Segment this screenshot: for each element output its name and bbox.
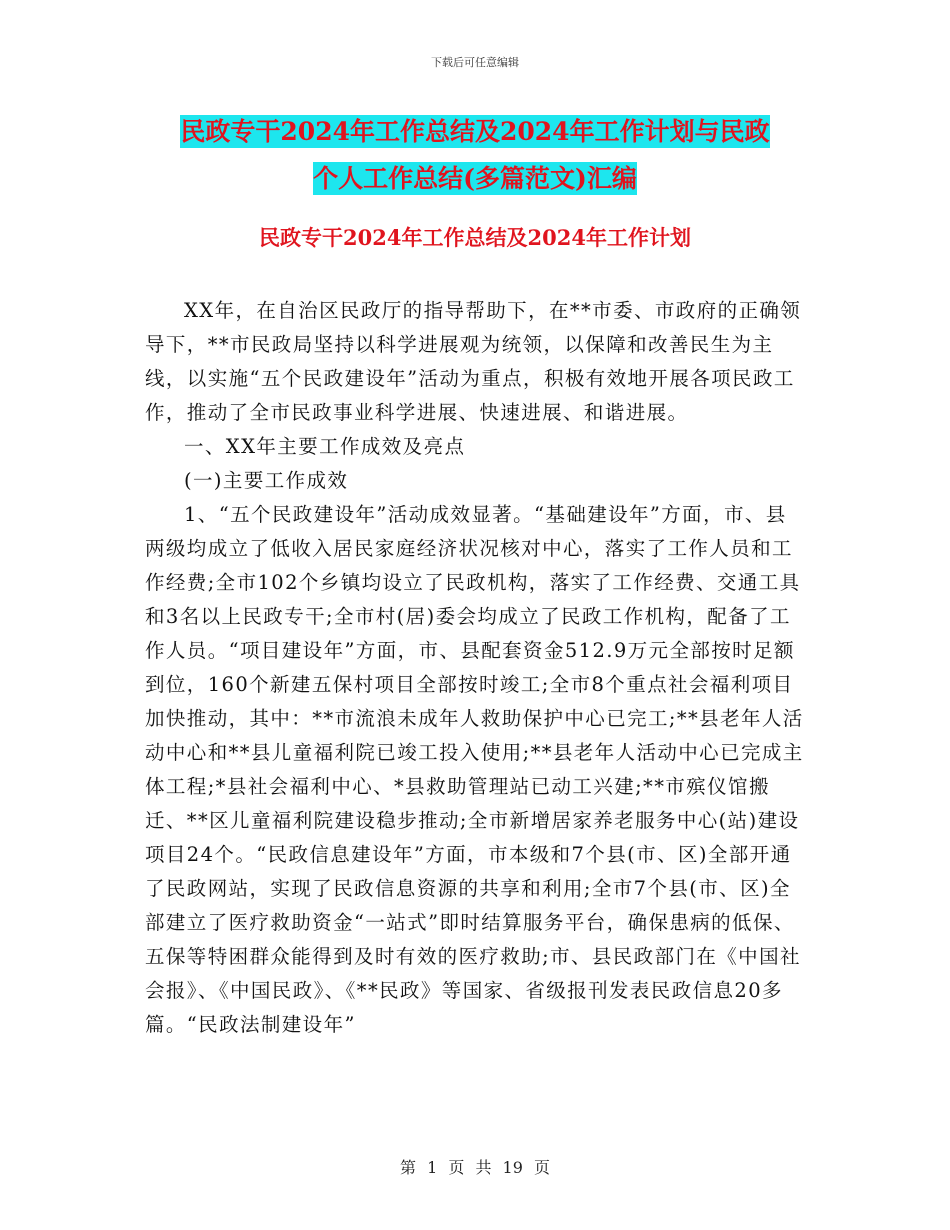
page-number: 第 1 页 共 19 页 (400, 1158, 550, 1177)
heading-subsection-1: (一)主要工作成效 (184, 469, 349, 492)
title-line-2: 个人工作总结(多篇范文)汇编 (313, 164, 637, 193)
heading-section-1: 一、XX年主要工作成效及亮点 (184, 435, 466, 458)
document-title (140, 108, 810, 202)
paragraph-item-1: 1、“五个民政建设年”活动成效显著。“基础建设年”方面，市、县两级均成立了低收入居民家庭经济状况核对中心，落实了工作人员和工作经费;全市102个乡镇均设立了民政机构，落实了工作经费、交通工具和3名以上民政专干;全市村(居)委会均成立了民政工作机构，配备了工作人员。“项目建设年”方面，市、县配套资金512.9万元全部按时足额到位，160个新建五保村项目全部按时竣工;全市8个重点社会福利项目加快推动，其中：**市流浪未成年人救助保护中心已完工;**县老年人活动中心和**县儿童福利院已竣工投入使用;**县老年人活动中心已完成主体工程;*县社会福利中心、*县救助管理站已动工兴建;**市殡仪馆搬迁、**区儿童福利院建设稳步推动;全市新增居家养老服务中心(站)建设项目24个。“民政信息建设年”方面，市本级和7个县(市、区)全部开通了民政网站，实现了民政信息资源的共享和利用;全市7个县(市、区)全部建立了医疗救助资金“一站式”即时结算服务平台，确保患病的低保、五保等特困群众能得到及时有效的医疗救助;市、县民政部门在《中国社会报》、《中国民政》、《**民政》等国家、省级报刊发表民政信息20多篇。“民政法制建设年” (145, 503, 804, 1036)
paragraph-intro: XX年，在自治区民政厅的指导帮助下，在**市委、市政府的正确领导下，**市民政局坚持以科学进展观为统领，以保障和改善民生为主线，以实施“五个民政建设年”活动为重点，积极有效地开展各项民政工作，推动了全市民政事业科学进展、快速进展、和谐进展。 (145, 299, 802, 424)
title-line-1: 民政专干2024年工作总结及2024年工作计划与民政 (180, 117, 770, 146)
section-title: 民政专干2024年工作总结及2024年工作计划 (259, 225, 691, 250)
document-body (145, 294, 805, 1042)
header-note: 下载后可任意编辑 (431, 56, 519, 69)
